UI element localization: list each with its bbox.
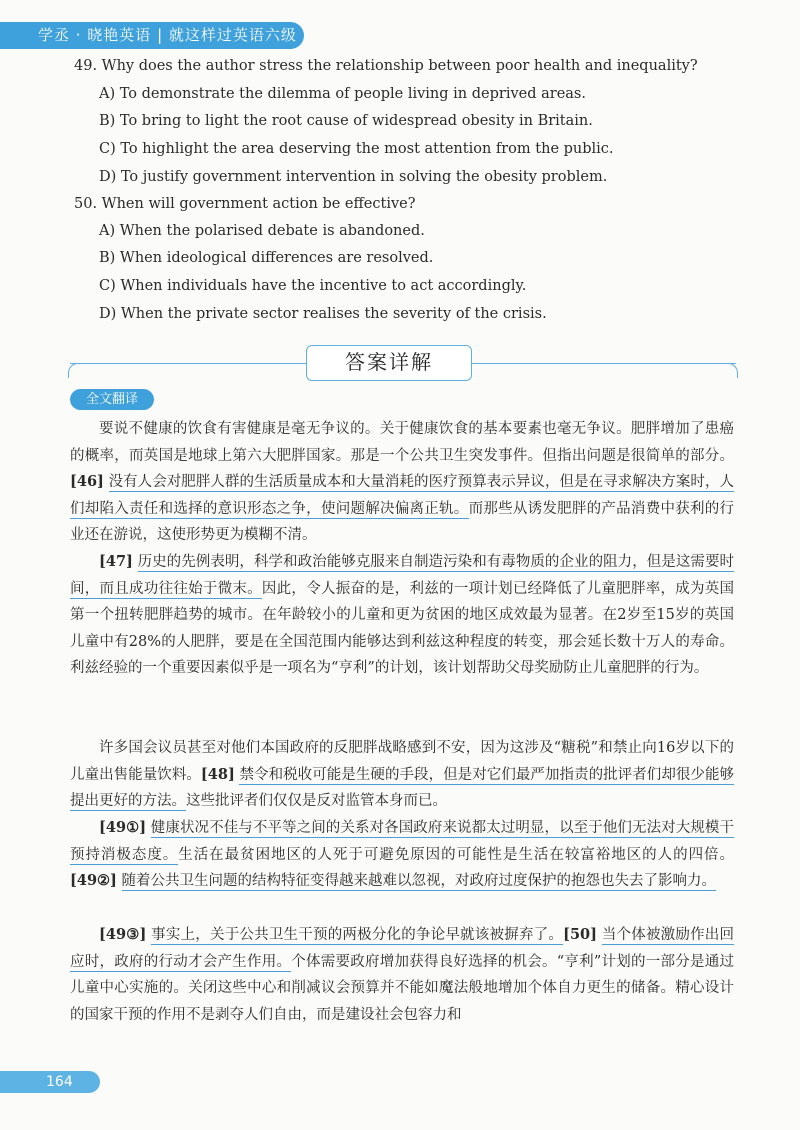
option-49-d: D) To justify government intervention in solving the obesity problem. [99,169,608,185]
translation-paragraph-1 [70,416,734,549]
translation-paragraph-2 [70,549,734,682]
answer-tag-49-1: [49①] [99,819,147,836]
plain-text: 因此，令人振奋的是，利兹的一项计划已经降低了儿童肥胖率，成为英国第一个扭转肥胖趋势的城市。在年龄较小的儿童和更为贫困的地区成效最为显著。在2岁至15岁的英国儿童中有28%的人肥胖，要是在全国范围内能够达到利兹这种程度的转变，那会延长数十万人的寿命。利兹经验的一个重要因素似乎是一项名为“亨利”的计划，该计划帮助父母奖励防止儿童肥胖的行为。 [70,580,735,677]
underlined-evidence-46: 没有人会对肥胖人群的生活质量成本和大量消耗的医疗预算表示异议，但是在寻求解决方案时，人们却陷入责任和选择的意识形态之争，使问题解决偏离正轨。 [70,474,734,517]
option-49-c: C) To highlight the area deserving the most attention from the public. [99,141,614,157]
plain-text: 这些批评者们仅仅是反对监管本身而已。 [186,793,447,810]
translation-badge: 全文翻译 [70,389,154,410]
question-text: Why does the author stress the relationship between poor health and inequality? [101,58,698,74]
underlined-evidence-49-3: 事实上，关于公共卫生干预的两极分化的争论早就该被摒弃了。 [151,927,564,943]
question-number: 49. [74,58,98,74]
question-text: When will government action be effective? [101,196,416,212]
underlined-evidence-49-1: 健康状况不佳与不平等之间的关系对各国政府来说都太过明显，以至于他们无法对大规模干预持消极态度。 [70,820,735,863]
plain-text: 个体需要政府增加获得良好选择的机会。“亨利”计划的一部分是通过儿童中心实施的。关闭这些中心和削减议会预算并不能如魔法般地增加个体自力更生的储备。精心设计的国家干预的作用不是剥夺人们自由，而是建设社会包容力和 [70,953,735,1023]
question-number: 50. [74,196,98,212]
page-number: 164 [0,1071,100,1093]
translation-paragraph-4 [70,815,734,895]
translation-paragraph-3 [70,735,734,815]
answer-tag-49-3: [49③] [99,926,147,943]
book-header-tab: 学丞 · 晓艳英语 | 就这样过英语六级 [0,22,304,49]
question-49 [74,58,698,74]
underlined-evidence-48: 禁令和税收可能是生硬的手段，但是对它们最严加指责的批评者们却很少能够提出更好的方法。 [70,766,735,810]
underlined-evidence-50: 当个体被激励作出回应时，政府的行动才会产生作用。 [70,927,735,970]
section-title: 答案详解 [306,345,472,381]
underlined-evidence-49-2: 随着公共卫生问题的结构特征变得越来越难以忽视，对政府过度保护的抱怨也失去了影响力。 [121,873,717,890]
option-50-b: B) When ideological differences are resolved. [99,250,434,266]
plain-text: 许多国会议员甚至对他们本国政府的反肥胖战略感到不安，因为这涉及“糖税”和禁止向16岁以下的儿童出售能量饮料。 [70,740,734,783]
translation-paragraph-5 [70,922,734,1028]
plain-text: 生活在最贫困地区的人死于可避免原因的可能性是生活在较富裕地区的人的四倍。 [178,846,734,863]
answer-tag-47: [47] [99,553,133,570]
option-50-a: A) When the polarised debate is abandoned. [99,223,425,239]
question-50 [74,196,416,212]
underlined-evidence-47: 历史的先例表明，科学和政治能够克服来自制造污染和有毒物质的企业的阻力，但是这需要时间，而且成功往往始于微末。 [70,554,735,597]
option-49-a: A) To demonstrate the dilemma of people living in deprived areas. [99,86,586,102]
answer-tag-49-2: [49②] [70,872,117,890]
option-50-d: D) When the private sector realises the severity of the crisis. [99,306,547,322]
option-49-b: B) To bring to light the root cause of widespread obesity in Britain. [99,113,593,129]
answer-tag-50: [50] [563,926,597,943]
answer-tag-48: [48] [200,765,235,783]
option-50-c: C) When individuals have the incentive to act accordingly. [99,278,527,294]
plain-text: 要说不健康的饮食有害健康是毫无争议的。关于健康饮食的基本要素也毫无争议。肥胖增加了患癌的概率，而英国是地球上第六大肥胖国家。那是一个公共卫生突发事件。但指出问题是很简单的部分。 [70,421,734,464]
answer-tag-46: [46] [70,473,104,491]
plain-text: 而那些从诱发肥胖的产品消费中获利的行业还在游说，这使形势更为模糊不清。 [70,500,735,544]
